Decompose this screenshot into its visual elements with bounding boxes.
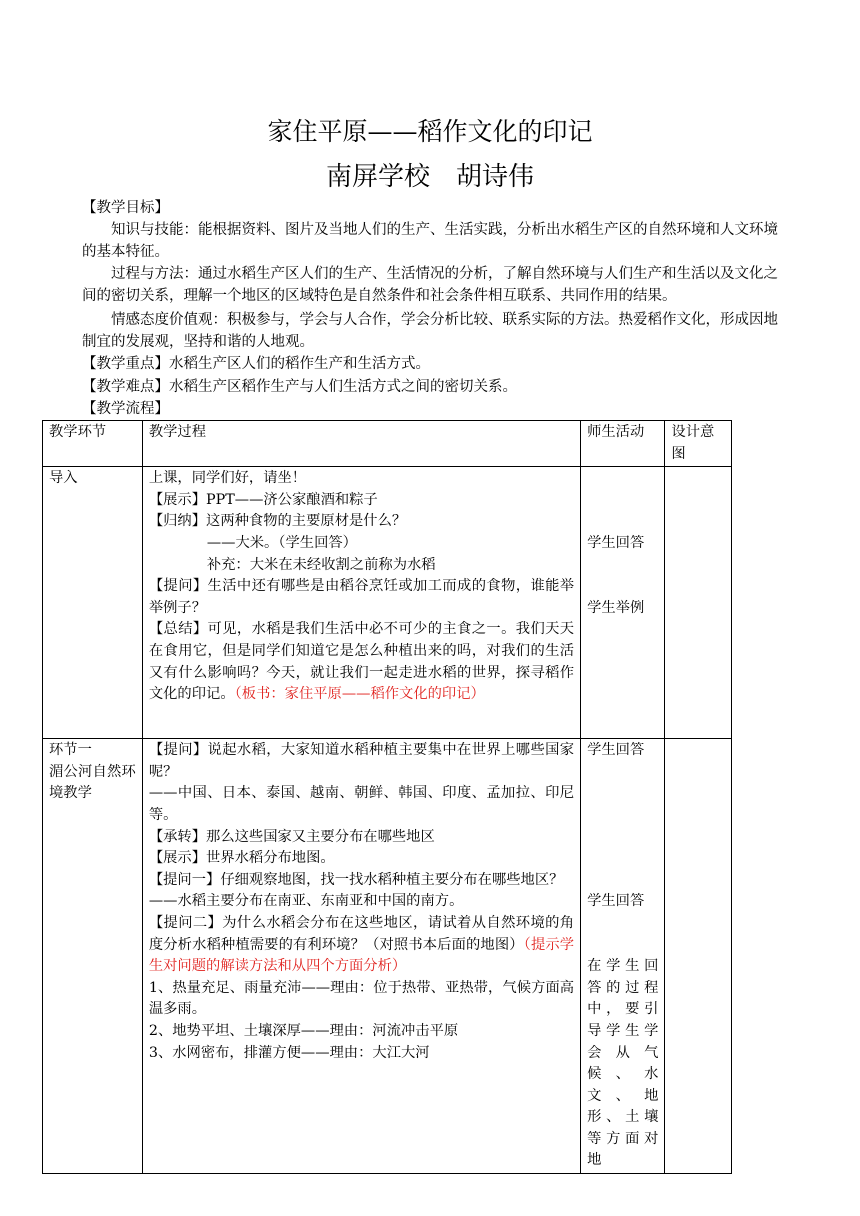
process-line: 【归纳】这两种食物的主要原材是什么？ — [148, 513, 407, 530]
table-row-section1 — [43, 739, 732, 1174]
board-note: （板书：家住平原——稻作文化的印记） — [234, 686, 485, 703]
activity-note: 学生回答 — [587, 742, 645, 759]
activity-note: 在学生回答的过程中，要引导学生学会从气候、水文、地形、土壤等方面对地 — [587, 958, 659, 1169]
process-line: 【展示】PPT——济公家酿酒和粽子 — [148, 491, 378, 508]
process-line: ——中国、日本、泰国、越南、朝鲜、韩国、印度、孟加拉、印尼等。 — [148, 785, 575, 823]
process-line: 【提问】生活中还有哪些是由稻谷烹饪或加工而成的食物，谁能举举例子？ — [148, 578, 575, 616]
process-line: ——水稻主要分布在南亚、东南亚和中国的南方。 — [148, 893, 464, 910]
flow-heading: 【教学流程】 — [82, 401, 169, 417]
stage-label: 环节一 — [49, 742, 92, 759]
objective-knowledge: 知识与技能：能根据资料、图片及当地人们的生产、生活实践，分析出水稻生产区的自然环境和人文环境的基本特征。 — [82, 222, 778, 260]
process-line: 补充：大米在未经收割之前称为水稻 — [206, 556, 436, 573]
question-text: 【提问二】为什么水稻会分布在这些地区，请试着从自然环境的角度分析水稻种植需要的有利环境？（对照书本后面的地图） — [148, 914, 575, 953]
stage-label: 湄公河自然环境教学 — [49, 763, 136, 802]
process-line: 【提问一】仔细观察地图，找一找水稻种植主要分布在哪些地区？ — [148, 871, 564, 888]
activity-note: 学生回答 — [587, 893, 645, 910]
teaching-flow-table — [42, 420, 732, 1174]
table-row-intro — [43, 467, 732, 739]
process-cell — [142, 467, 580, 739]
process-line: 1、热量充足、雨量充沛——理由：位于热带、亚热带，气候方面高温多雨。 — [148, 979, 575, 1018]
process-line: 上课，同学们好，请坐！ — [148, 470, 307, 487]
process-line: 【展示】世界水稻分布地图。 — [148, 850, 335, 867]
process-line: 【承转】那么这些国家又主要分布在哪些地区 — [148, 828, 435, 845]
process-line: 2、地势平坦、土壤深厚——理由：河流冲击平原 — [148, 1022, 459, 1039]
process-line: 3、水网密布，排灌方便——理由：大江大河 — [148, 1044, 430, 1061]
intent-cell — [665, 739, 732, 1174]
process-cell — [142, 739, 580, 1174]
document-subtitle: 南屏学校 胡诗伟 — [325, 162, 534, 192]
header-activity: 师生活动 — [581, 421, 665, 467]
stage-cell — [43, 739, 143, 1174]
key-point: 【教学重点】水稻生产区人们的稻作生产和生活方式。 — [82, 356, 430, 372]
stage-cell: 导入 — [43, 467, 143, 739]
header-process: 教学过程 — [142, 421, 580, 467]
activity-note: 学生回答 — [587, 534, 645, 551]
process-line: 【提问】说起水稻，大家知道水稻种植主要集中在世界上哪些国家呢？ — [148, 742, 575, 780]
activity-cell — [581, 739, 665, 1174]
teaching-hint: （提示学生对问题的解读方法和从四个方面分析） — [148, 936, 575, 975]
process-summary — [149, 619, 574, 705]
objective-attitude: 情感态度价值观：积极参与，学会与人合作，学会分析比较、联系实际的方法。热爱稻作文化，形成因地制宜的发展观，坚持和谐的人地观。 — [82, 312, 778, 350]
process-line: ——大米。（学生回答） — [206, 534, 357, 551]
intent-cell — [665, 467, 732, 739]
document-title: 家住平原——稻作文化的印记 — [267, 117, 593, 146]
objectives-heading: 【教学目标】 — [82, 200, 169, 216]
header-stage: 教学环节 — [43, 421, 143, 467]
process-question — [149, 913, 574, 978]
objective-process: 过程与方法：通过水稻生产区人们的生产、生活情况的分析，了解自然环境与人们生产和生活以及文化之间的密切关系，理解一个地区的区域特色是自然条件和社会条件相互联系、共同作用的结果。 — [82, 266, 778, 304]
summary-text: 【总结】可见，水稻是我们生活中必不可少的主食之一。我们天天在食用它，但是同学们知道它是怎么种植出来的吗，对我们的生活又有什么影响吗？今天，就让我们一起走进水稻的世界，探寻稻作文化的印记。 — [148, 621, 575, 703]
activity-cell — [581, 467, 665, 739]
difficulty: 【教学难点】水稻生产区稻作生产与人们生活方式之间的密切关系。 — [82, 379, 517, 395]
table-header-row — [43, 421, 732, 467]
activity-note: 学生举例 — [587, 599, 645, 616]
header-intent: 设计意图 — [665, 421, 732, 467]
